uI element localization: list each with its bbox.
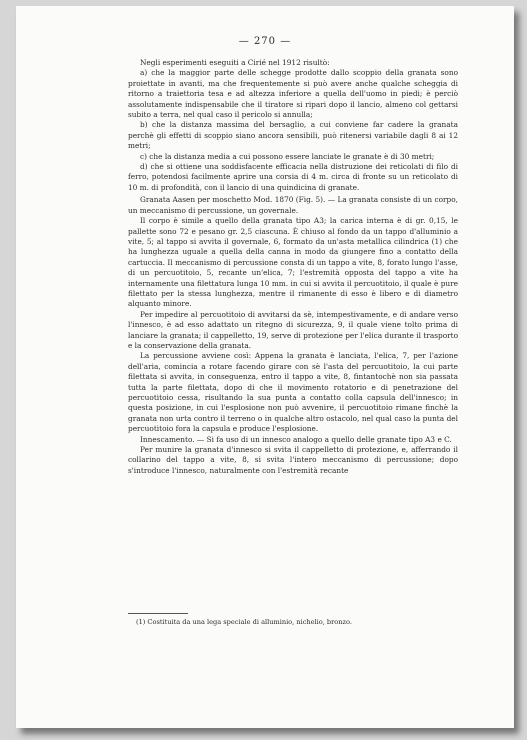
page-body bbox=[128, 58, 458, 476]
document-page bbox=[16, 6, 514, 728]
paragraph: c) che la distanza media a cui possono essere lanciate le granate è di 30 metri; bbox=[140, 151, 435, 161]
paragraph: a) che la maggior parte delle schegge prodotte dallo scoppio della granata sono proiettate in avanti, ma che frequentemente si può avere anche qualche scheggia di ritorno a traiettoria tesa e ad altezza inferiore a quella dell'uomo in piedi; è perciò assolutamente indispensabile che il tiratore si ripari dopo il lancio, almeno col gettarsi subito a terra, nel qual caso il pericolo si annulla; bbox=[128, 68, 458, 120]
page-number: — 270 — bbox=[238, 36, 292, 47]
paragraph: b) che la distanza massima del bersaglio, a cui conviene far cadere la granata perchè gli effetti di scoppio siano ancora sensibili, può ritenersi variabile dagli 8 ai 12 metri; bbox=[128, 120, 458, 151]
paragraph: Per munire la granata d'innesco si svita il cappelletto di protezione, e, afferrando il collarino del tappo a vite, 8, si svita l'intero meccanismo di percussione; dopo s'introduce l'innesco, naturalmente con l'estremità recante bbox=[128, 445, 458, 475]
paragraph: La percussione avviene così: Appena la granata è lanciata, l'elica, 7, per l'azione dell'aria, comincia a rotare facendo girare con sè l'asta del percuotitoio, la cui parte filettata si avvita, in conseguenza, entro il tappo a vite, 8, fintantochè non sia passata tutta la parte filettata, dopo di che il movimento rotatorio e di penetrazione del percuotitoio cessa, risultando la sua punta a contatto colla capsula dell'innesco; in questa posizione, in cui l'esplosione non può avvenire, il percuotitoio rimane finchè la granata non urta contro il terreno o in qualche altro ostacolo, nel qual caso la punta del percuotitoio fora la capsula e produce l'esplosione. bbox=[128, 351, 458, 434]
paragraph: d) che si ottiene una soddisfacente efficacia nella distruzione dei reticolati di filo di ferro, potendosi facilmente aprire una corsia di 4 m. circa di fronte su un reticolato di 10 m. di profondità, con il lancio di una quindicina di granate. bbox=[128, 162, 458, 192]
paragraph: Granata Aasen per moschetto Mod. 1870 (Fig. 5). — La granata consiste di un corpo, un meccanismo di percussione, un governale. bbox=[128, 195, 458, 215]
paragraph: Per impedire al percuotitoio di avvitarsi da sè, intempestivamente, e di andare verso l'innesco, è ad esso adattato un ritegno di sicurezza, 9, il quale viene tolto prima di lanciare la granata; il cappelletto, 19, serve di protezione per l'elica durante il trasporto e la conservazione della granata. bbox=[128, 309, 458, 350]
footnote-rule bbox=[128, 613, 188, 614]
paragraph: Il corpo è simile a quello della granata tipo A3; la carica interna è di gr. 0,15, le pallette sono 72 e pesano gr. 2,5 ciascuna. È chiuso al fondo da un tappo d'alluminio a vite, 5; al tappo si avvita il governale, 6, formato da un'asta metallica cilindrica (1) che ha lunghezza uguale a quella della canna in modo da giungere fino a contatto della cartuccia. Il meccanismo di percussione consta di un tappo a vite, 8, forato lungo l'asse, di un percuotitoio, 5, recante un'elica, 7; l'estremità opposta del tappo a vite ha internamente una filettatura lunga 10 mm. in cui si avvita il percuotitoio, il quale è pure filettato per la stessa lunghezza, mentre il rimanente di esso è libero e di diametro alquanto minore. bbox=[128, 216, 458, 309]
paragraph: Negli esperimenti eseguiti a Cirié nel 1912 risultò: bbox=[140, 58, 330, 67]
footnote: (1) Costituita da una lega speciale di alluminio, nichelio, bronzo. bbox=[136, 618, 352, 626]
paragraph: Innescamento. — Si fa uso di un innesco analogo a quello delle granate tipo A3 e C. bbox=[140, 434, 452, 444]
